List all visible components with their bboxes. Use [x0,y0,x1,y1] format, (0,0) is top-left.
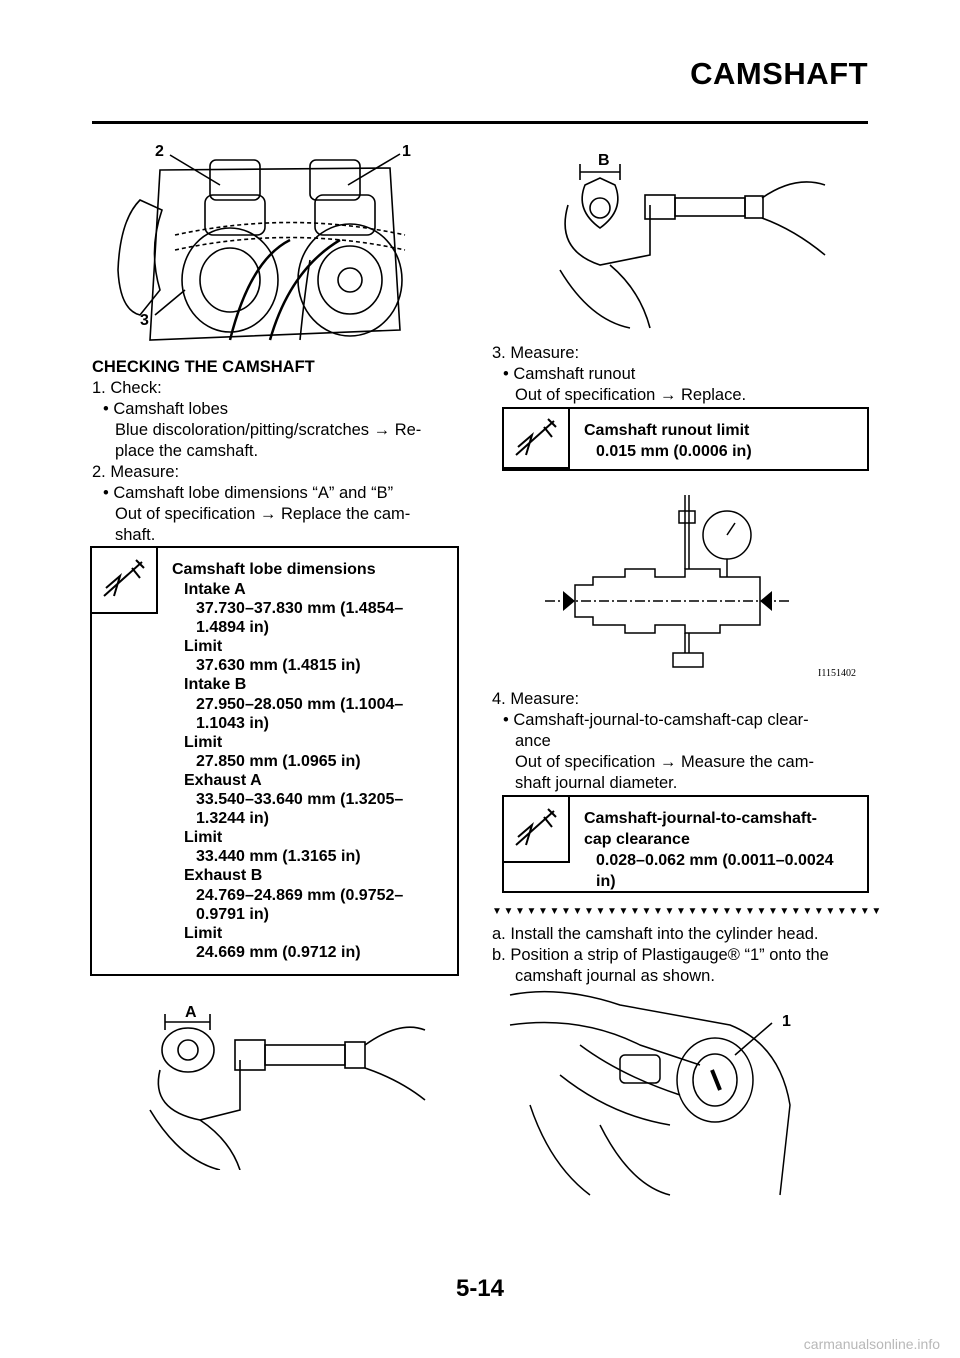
step-3-item: • Camshaft runout [503,365,636,383]
spec-value: 1.3244 in) [196,810,269,828]
runout-dial-gauge-figure [545,495,875,685]
step-1: 1. Check: [92,379,162,397]
spec-value: 1.4894 in) [196,619,269,637]
step-2-detail-2: shaft. [115,526,156,544]
step-4-item-2: ance [515,732,551,750]
figure-code: I1151402 [818,668,856,679]
spec-value: 37.730–37.830 mm (1.4854– [196,600,404,618]
plastigauge-journal-figure [500,985,800,1200]
runout-spec-box [502,407,869,471]
page-number: 5-14 [455,1275,505,1302]
spec-value: 37.630 mm (1.4815 in) [196,657,361,675]
spec-label: Limit [184,638,223,656]
camshaft-installed-figure [100,140,440,350]
lobe-dimensions-spec-box [90,546,459,976]
spec-label: Exhaust B [184,867,263,885]
step-1-item: • Camshaft lobes [103,400,228,418]
spec-value: 1.1043 in) [196,714,269,732]
callout-2: 2 [155,143,164,160]
spec-label: Intake A [184,581,246,598]
dimension-a-label: A [185,1004,197,1021]
spec-label: Limit [184,733,223,751]
step-2-detail: Out of specification → Replace the cam- [115,505,411,523]
plastigauge-callout-1: 1 [782,1013,791,1030]
spec-label: Exhaust A [184,771,262,789]
step-2-item: • Camshaft lobe dimensions “A” and “B” [103,484,394,502]
header-rule [92,121,868,124]
step-1-detail-2: place the camshaft. [115,442,259,460]
procedure-separator: ▼▼▼▼▼▼▼▼▼▼▼▼▼▼▼▼▼▼▼▼▼▼▼▼▼▼▼▼▼▼▼▼▼▼ [492,906,883,917]
step-a: a. Install the camshaft into the cylinder head. [492,925,819,943]
spec-value: 24.669 mm (0.9712 in) [196,943,361,961]
spec-label: Limit [184,924,223,942]
spec-value: 27.950–28.050 mm (1.1004– [196,695,404,713]
step-3-detail: Out of specification → Replace. [515,386,747,404]
caliper-icon [504,409,570,469]
spec-label: Intake B [184,676,247,694]
callout-3: 3 [140,312,149,329]
caliper-icon [92,548,158,614]
step-4-detail: Out of specification → Measure the cam- [515,753,814,771]
step-4-item: • Camshaft-journal-to-camshaft-cap clear- [503,711,809,729]
spec-value: 27.850 mm (1.0965 in) [196,752,361,770]
spec-value: 33.440 mm (1.3165 in) [196,848,361,866]
step-b: b. Position a strip of Plastigauge® “1” onto the [492,946,829,964]
clearance-value-2: in) [596,873,616,890]
spec-title: Camshaft lobe dimensions [172,561,376,578]
lobe-b-micrometer-figure [540,150,830,330]
spec-value: 24.769–24.869 mm (0.9752– [196,886,404,904]
clearance-value: 0.028–0.062 mm (0.0011–0.0024 [596,852,834,869]
section-title: CHECKING THE CAMSHAFT [92,358,315,376]
caliper-icon [504,797,570,863]
callout-1: 1 [402,143,411,160]
runout-title: Camshaft runout limit [584,422,750,439]
lobe-a-micrometer-figure [140,1000,430,1170]
clearance-title-2: cap clearance [584,831,690,848]
page-title: CAMSHAFT [690,56,868,91]
step-1-detail: Blue discoloration/pitting/scratches → Re- [115,421,422,439]
clearance-spec-box [502,795,869,893]
step-3: 3. Measure: [492,344,580,362]
spec-value: 0.9791 in) [196,905,269,923]
spec-label: Limit [184,829,223,847]
step-2: 2. Measure: [92,463,180,481]
spec-value: 33.540–33.640 mm (1.3205– [196,791,404,809]
spec-rows [172,580,403,962]
watermark: carmanualsonline.info [803,1336,940,1352]
dimension-b-label: B [598,152,610,169]
step-4-detail-2: shaft journal diameter. [515,774,678,792]
clearance-title: Camshaft-journal-to-camshaft- [584,810,817,827]
step-4: 4. Measure: [492,690,580,708]
runout-value: 0.015 mm (0.0006 in) [596,443,752,460]
step-b-2: camshaft journal as shown. [515,967,715,985]
